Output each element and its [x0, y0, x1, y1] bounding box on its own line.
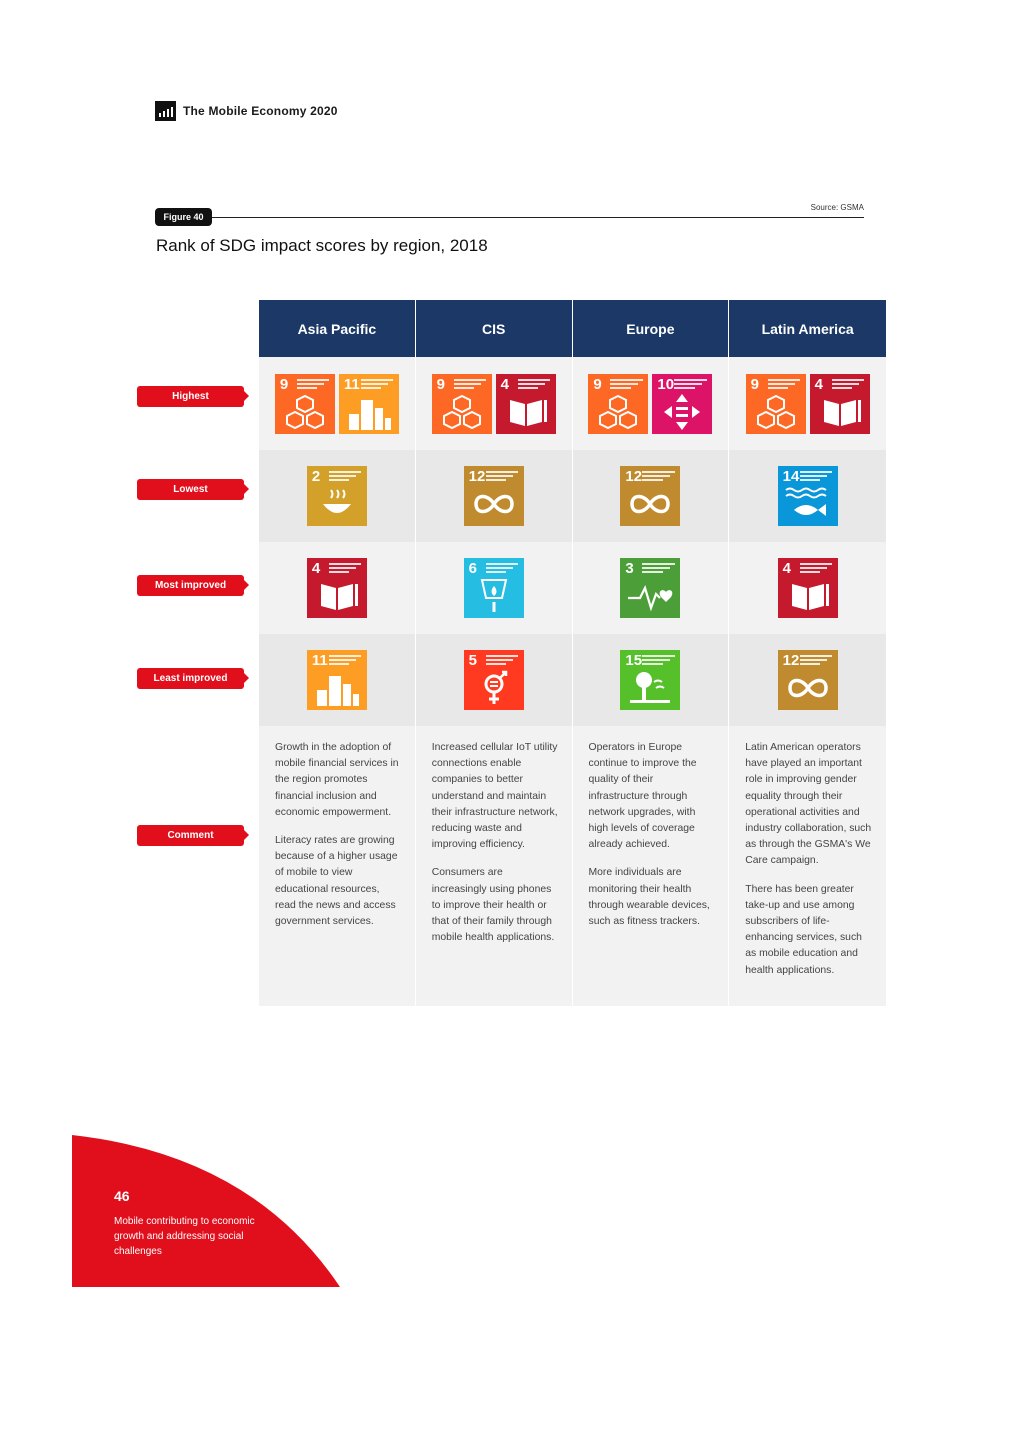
comment-paragraph: Consumers are increasingly using phones to improve their health or that of their family through mobile health applications.	[431, 867, 555, 944]
sdg-goal-name-lines	[454, 379, 488, 391]
cubes-icon	[746, 392, 806, 434]
sdg-goal-number: 4	[500, 375, 509, 393]
infinity-icon	[778, 668, 838, 710]
heartbeat-icon	[620, 576, 680, 618]
city-icon	[339, 392, 399, 434]
sdg-goal-11-tile	[307, 650, 367, 710]
page-number: 46	[114, 1188, 130, 1204]
sdg-goal-name-lines	[297, 379, 331, 391]
cell-lowest-latin-america	[729, 450, 886, 542]
sdg-goal-name-lines	[674, 379, 708, 391]
sdg-goal-number: 15	[625, 652, 643, 669]
infinity-icon	[464, 484, 524, 526]
sdg-goal-name-lines	[800, 563, 834, 575]
row-label-least-improved: Least improved	[137, 668, 244, 689]
document-header	[155, 101, 338, 121]
sdg-goal-4-tile	[307, 558, 367, 618]
comment-paragraph: Increased cellular IoT utility connections enable companies to better understand and maintain their infrastructure network, reducing waste and improving efficiency.	[431, 742, 558, 851]
figure-source: Source: GSMA	[810, 203, 864, 212]
sdg-goal-name-lines	[329, 471, 363, 483]
row-label-lowest: Lowest	[137, 479, 244, 500]
sdg-goal-2-tile	[307, 466, 367, 526]
column-header-europe: Europe	[573, 300, 730, 357]
sdg-goal-name-lines	[486, 655, 520, 667]
comment-cell-latin-america	[729, 726, 886, 1006]
sdg-goal-12-tile	[464, 466, 524, 526]
sdg-goal-9-tile	[588, 374, 648, 434]
sdg-goal-number: 2	[311, 468, 321, 485]
sdg-goal-number: 12	[782, 652, 800, 669]
infinity-icon	[620, 484, 680, 526]
sdg-goal-number: 11	[311, 652, 328, 669]
gender-icon	[464, 668, 524, 710]
comment-cell-europe	[573, 726, 730, 1006]
document-title: The Mobile Economy 2020	[183, 104, 338, 118]
sdg-goal-number: 10	[657, 375, 675, 393]
sdg-goal-number: 4	[311, 560, 321, 577]
cubes-icon	[432, 392, 492, 434]
sdg-goal-name-lines	[329, 563, 363, 575]
sdg-goal-number: 14	[782, 468, 800, 485]
tree-icon	[620, 668, 680, 710]
table-row-most-improved	[259, 542, 886, 634]
cell-least-improved-cis	[416, 634, 573, 726]
sdg-goal-number: 9	[593, 375, 602, 393]
footer-corner-shape	[72, 1135, 340, 1287]
sdg-goal-name-lines	[832, 379, 866, 391]
sdg-goal-name-lines	[361, 379, 395, 391]
sdg-goal-name-lines	[768, 379, 802, 391]
sdg-goal-name-lines	[486, 563, 520, 575]
cell-most-improved-asia-pacific	[259, 542, 416, 634]
sdg-goal-14-tile	[778, 466, 838, 526]
table-row-highest	[259, 357, 886, 450]
sdg-goal-12-tile	[778, 650, 838, 710]
column-header-asia-pacific: Asia Pacific	[259, 300, 416, 357]
bowl-icon	[307, 484, 367, 526]
sdg-goal-name-lines	[642, 563, 676, 575]
sdg-goal-15-tile	[620, 650, 680, 710]
row-label-comment: Comment	[137, 825, 244, 846]
sdg-goal-number: 5	[468, 652, 477, 669]
fish-icon	[778, 484, 838, 526]
cell-most-improved-latin-america	[729, 542, 886, 634]
sdg-goal-4-tile	[778, 558, 838, 618]
comment-paragraph: Literacy rates are growing because of a higher usage of mobile to view educational resources, read the news and access government services.	[275, 835, 398, 928]
sdg-goal-number: 4	[782, 560, 791, 577]
sdg-goal-10-tile	[652, 374, 712, 434]
water-drop-icon	[464, 576, 524, 618]
comment-paragraph: More individuals are monitoring their health through wearable devices, such as fitness trackers.	[588, 867, 710, 928]
equality-icon	[652, 392, 712, 434]
table-row-least-improved	[259, 634, 886, 726]
row-label-most-improved: Most improved	[137, 575, 244, 596]
sdg-goal-3-tile	[620, 558, 680, 618]
cubes-icon	[588, 392, 648, 434]
sdg-goal-4-tile	[810, 374, 870, 434]
table-row-lowest	[259, 450, 886, 542]
sdg-goal-name-lines	[642, 655, 676, 667]
sdg-goal-name-lines	[518, 379, 552, 391]
sdg-goal-number: 3	[625, 560, 634, 577]
cell-highest-europe	[573, 357, 730, 450]
comment-paragraph: Growth in the adoption of mobile financial services in the region promotes financial inclusion and economic empowerment.	[275, 742, 399, 818]
sdg-goal-number: 12	[468, 468, 486, 485]
sdg-goal-name-lines	[800, 655, 834, 667]
comment-cell-cis	[416, 726, 573, 1006]
sdg-goal-4-tile	[496, 374, 556, 434]
table-header-row	[259, 300, 886, 357]
sdg-goal-9-tile	[746, 374, 806, 434]
sdg-goal-number: 4	[814, 375, 823, 393]
comment-cell-asia-pacific	[259, 726, 416, 1006]
sdg-goal-name-lines	[486, 471, 520, 483]
comment-row	[259, 726, 886, 1006]
row-label-highest: Highest	[137, 386, 244, 407]
column-header-latin-america: Latin America	[729, 300, 886, 357]
sdg-goal-number: 12	[625, 468, 643, 485]
comment-paragraph: Latin American operators have played an important role in improving gender equality through their operational activities and industry collaboration, such as through the GSMA's We Care campaign.	[745, 742, 872, 867]
book-icon	[810, 392, 870, 434]
cell-least-improved-latin-america	[729, 634, 886, 726]
sdg-goal-6-tile	[464, 558, 524, 618]
figure-tag: Figure 40	[155, 208, 212, 226]
sdg-goal-number: 11	[343, 375, 360, 393]
sdg-goal-name-lines	[642, 471, 676, 483]
cell-lowest-europe	[573, 450, 730, 542]
figure-rule	[158, 217, 864, 218]
sdg-goal-name-lines	[329, 655, 363, 667]
sdg-goal-9-tile	[275, 374, 335, 434]
column-header-cis: CIS	[416, 300, 573, 357]
cell-least-improved-europe	[573, 634, 730, 726]
cell-lowest-cis	[416, 450, 573, 542]
book-icon	[778, 576, 838, 618]
comment-paragraph: There has been greater take-up and use among subscribers of life-enhancing services, such as mobile education and health applications.	[745, 883, 862, 976]
sdg-rank-table	[259, 300, 886, 1006]
sdg-goal-5-tile	[464, 650, 524, 710]
bar-chart-icon	[155, 101, 176, 121]
sdg-goal-number: 9	[436, 375, 445, 393]
cell-least-improved-asia-pacific	[259, 634, 416, 726]
cell-highest-asia-pacific	[259, 357, 416, 450]
sdg-goal-name-lines	[800, 471, 834, 483]
cubes-icon	[275, 392, 335, 434]
cell-highest-cis	[416, 357, 573, 450]
cell-highest-latin-america	[729, 357, 886, 450]
sdg-goal-9-tile	[432, 374, 492, 434]
sdg-goal-number: 9	[279, 375, 289, 393]
figure-title: Rank of SDG impact scores by region, 2018	[156, 236, 488, 255]
cell-lowest-asia-pacific	[259, 450, 416, 542]
cell-most-improved-europe	[573, 542, 730, 634]
cell-most-improved-cis	[416, 542, 573, 634]
comment-paragraph: Operators in Europe continue to improve the quality of their infrastructure through network upgrades, with high levels of coverage already achieved.	[588, 742, 697, 851]
city-icon	[307, 668, 367, 710]
sdg-goal-name-lines	[610, 379, 644, 391]
sdg-goal-number: 9	[750, 375, 759, 393]
book-icon	[307, 576, 367, 618]
sdg-goal-11-tile	[339, 374, 399, 434]
sdg-goal-12-tile	[620, 466, 680, 526]
sdg-goal-number: 6	[468, 560, 477, 577]
section-title: Mobile contributing to economic growth and addressing social challenges	[114, 1216, 255, 1257]
book-icon	[496, 392, 556, 434]
